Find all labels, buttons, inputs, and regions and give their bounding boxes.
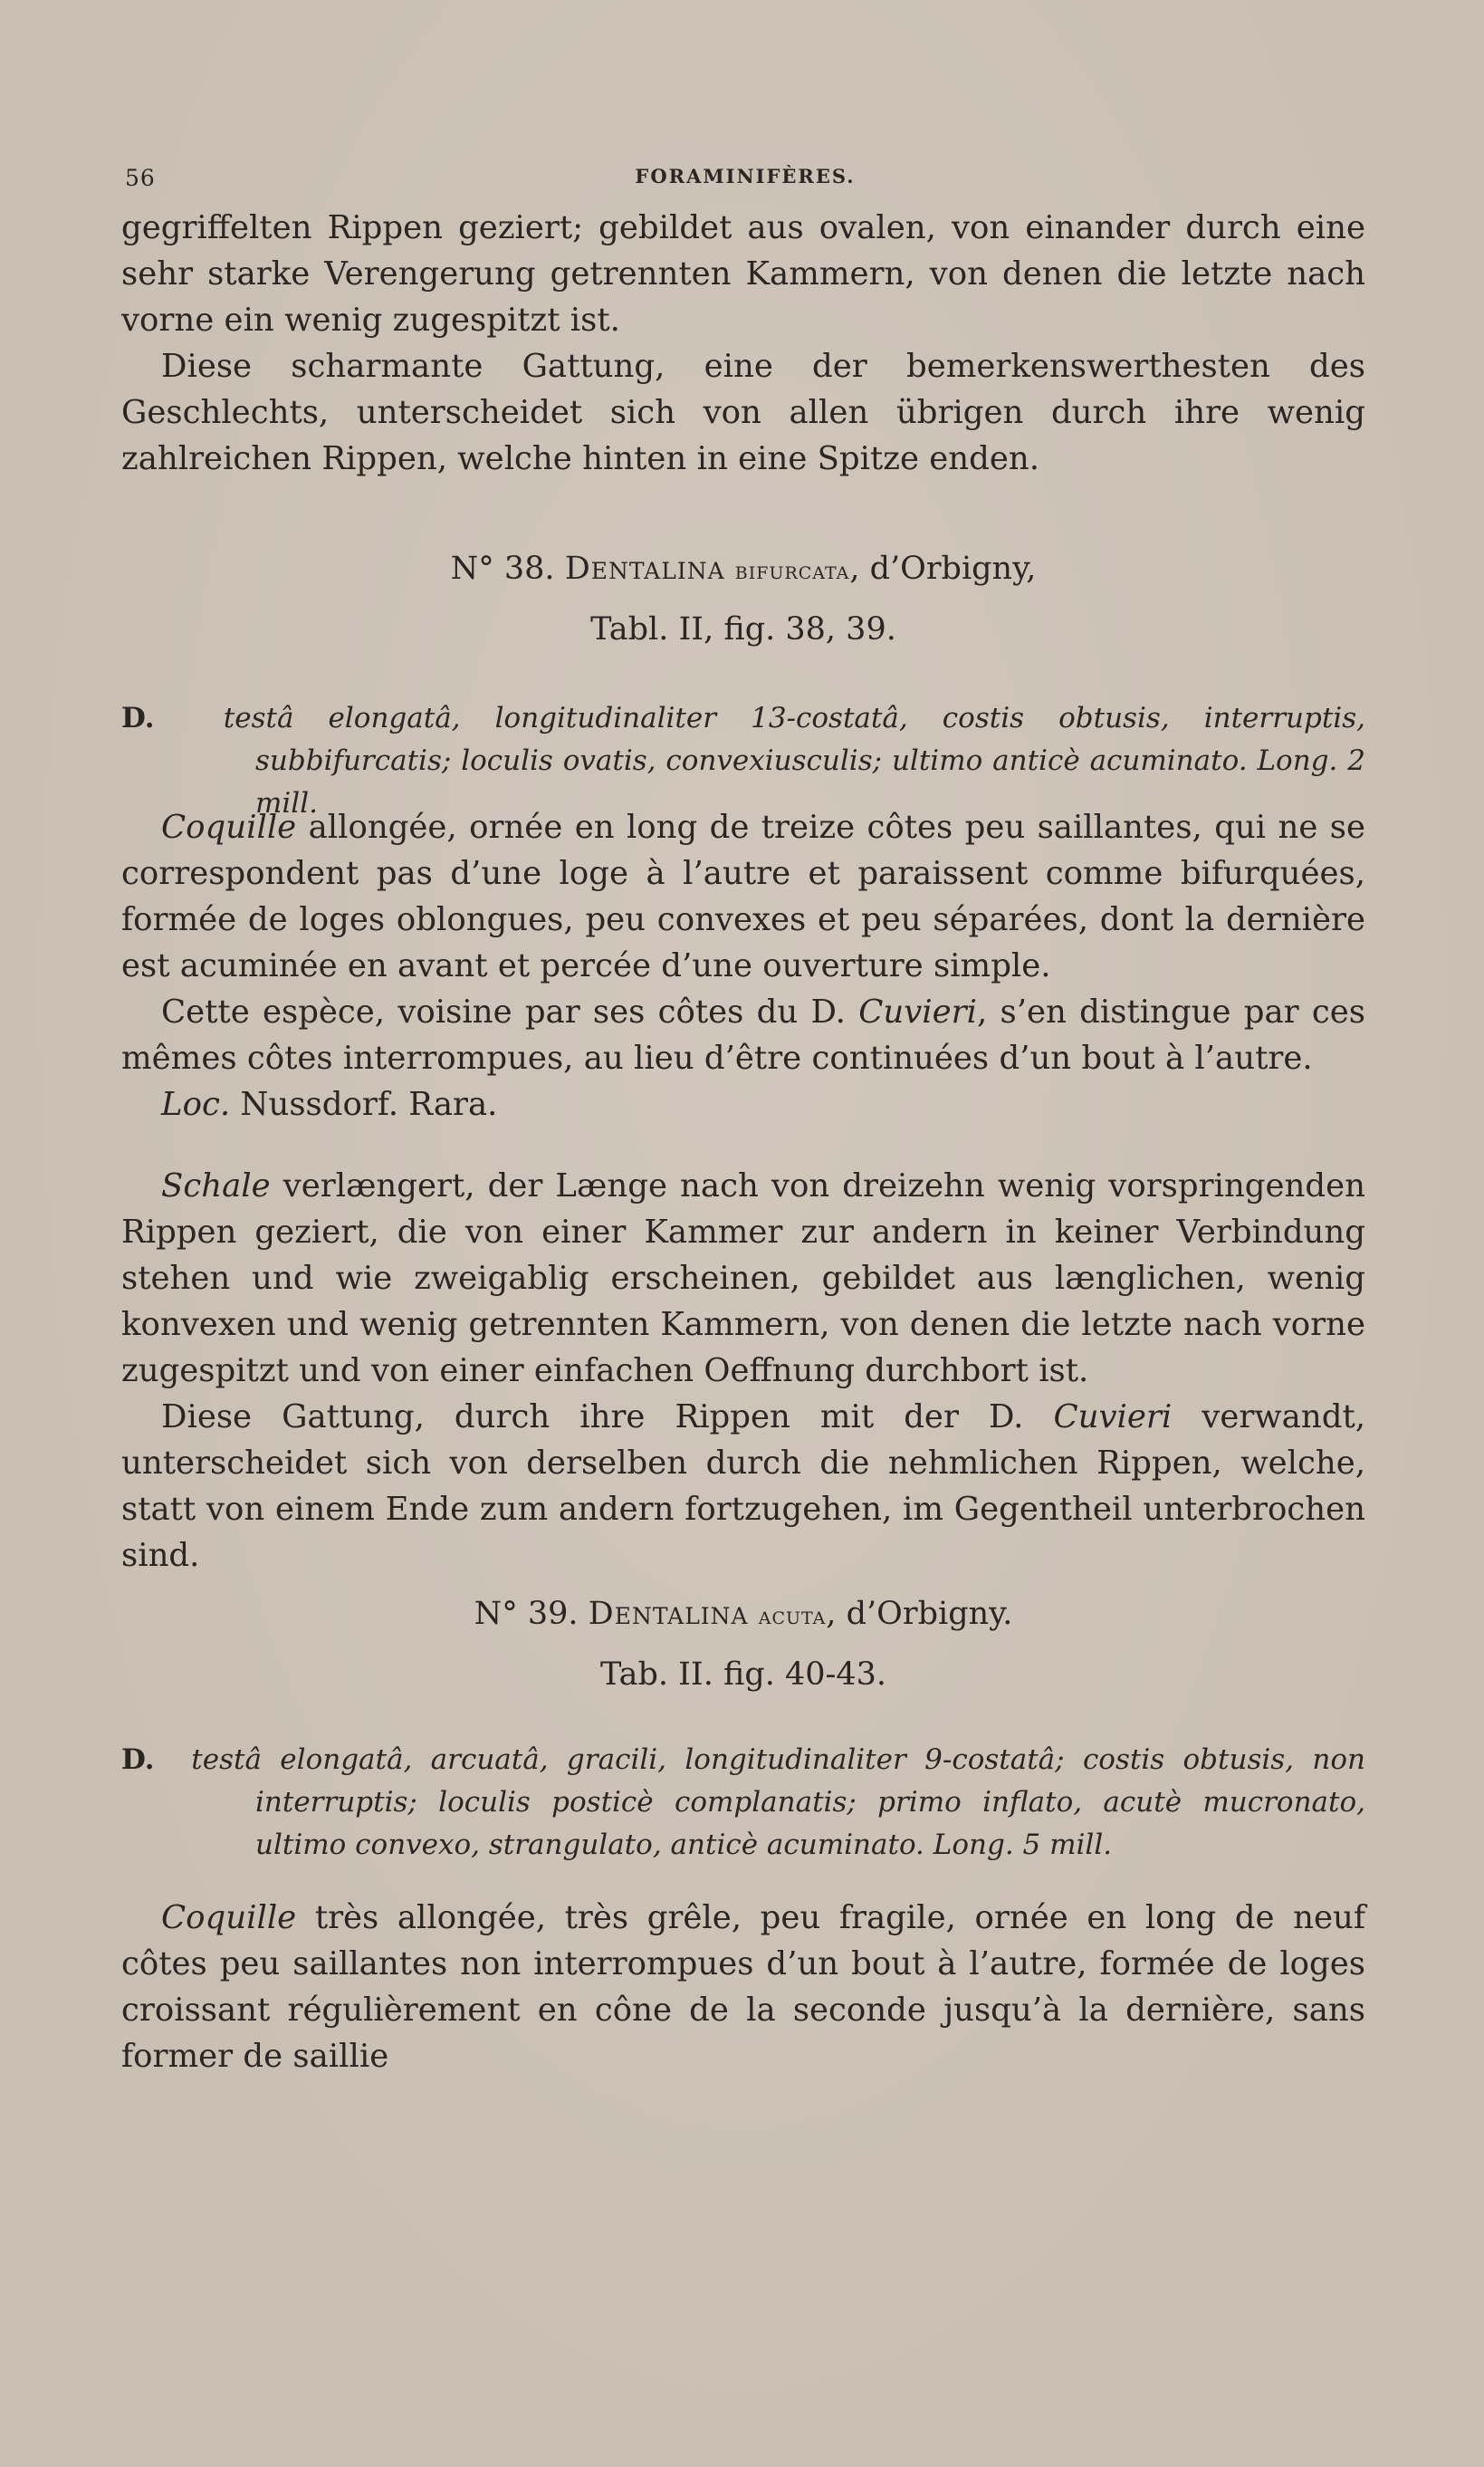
species-38-french xyxy=(121,804,1365,1128)
species-39-fr-lead: Coquille xyxy=(161,1899,297,1936)
species-38-fr-desc: allongée, ornée en long de treize côtes peu saillantes, qui ne se correspondent pas d’une loge à l’autre et paraissent comme bifurquées, formée de loges oblongues, peu convexes et peu séparées, dont la dernière est acuminée en avant et percée d’une ouverture simple. xyxy=(121,809,1365,984)
page-number: 56 xyxy=(125,165,156,191)
species-38-de-desc: verlængert, der Længe nach von dreizehn wenig vorspringenden Rippen geziert, die von einer Kammer zur andern in keiner Verbindung stehen und wie zweigablig erscheinen, gebildet aus længlichen, wenig konvexen und wenig getrennten Kammern, von denen die letzte nach vorne zugespitzt und von einer einfachen Oeffnung durchbort ist. xyxy=(121,1167,1365,1389)
species-38-author: , d’Orbigny, xyxy=(849,551,1037,587)
species-38-de-comparison xyxy=(121,1394,1365,1579)
species-39-diag-text: testâ elongatâ, arcuatâ, gracili, longitudinaliter 9-costatâ; costis obtusis, non interruptis; loculis posticè complanatis; primo inflato, acutè mucronato, ultimo convexo, strangulato, anticè acuminato. Long. 5 mill. xyxy=(191,1743,1365,1861)
species-38-loc-label: Loc. xyxy=(161,1086,231,1123)
species-39-epithet: acuta xyxy=(758,1602,827,1630)
species-38-diag-text: testâ elongatâ, longitudinaliter 13-costatâ, costis obtusis, interruptis, subbifurcatis; loculis ovatis, convexiusculis; ultimo anticè acuminato. Long. 2 mill. xyxy=(223,702,1365,820)
intro-paragraph-2: Diese scharmante Gattung, eine der bemerkenswerthesten des Geschlechts, unterscheidet sich von allen übrigen durch ihre wenig zahlreichen Rippen, welche hinten in eine Spitze enden. xyxy=(121,348,1365,477)
species-38-fr-description xyxy=(121,804,1365,989)
intro-paragraph-1: gegriffelten Rippen geziert; gebildet aus ovalen, von einander durch eine sehr starke Verengerung getrennten Kammern, von denen die letzte nach vorne ein wenig zugespitzt ist. xyxy=(121,209,1365,339)
species-39-title xyxy=(121,1585,1365,1646)
species-38-locality xyxy=(121,1081,1365,1128)
running-title: FORAMINIFÈRES. xyxy=(635,165,856,187)
species-39-heading xyxy=(121,1585,1365,1704)
species-39-fr-desc: très allongée, très grêle, peu fragile, ornée en long de neuf côtes peu saillantes non interrompues d’un bout à l’autre, formée de loges croissant régulièrement en cône de la seconde jusqu’à la dernière, sans former de saillie xyxy=(121,1899,1365,2075)
species-38-de-lead: Schale xyxy=(161,1167,271,1205)
species-38-de-description xyxy=(121,1163,1365,1394)
species-39-genus: Dentalina xyxy=(588,1596,749,1632)
species-38-fr-comp-a: Cette espèce, voisine par ses côtes du D. xyxy=(161,994,859,1031)
species-38-loc-text: Nussdorf. Rara. xyxy=(230,1086,498,1123)
species-39-diag-lead: D. xyxy=(121,1743,155,1776)
species-38-fr-lead: Coquille xyxy=(161,809,297,846)
species-38-de-comp-a: Diese Gattung, durch ihre Rippen mit der D. xyxy=(161,1398,1054,1435)
species-38-german xyxy=(121,1163,1365,1579)
running-head xyxy=(125,165,1365,201)
species-38-de-comp-em: Cuvieri xyxy=(1053,1398,1173,1435)
species-38-epithet: bifurcata xyxy=(734,557,850,585)
species-39-fr-description xyxy=(121,1895,1365,2079)
species-38-de-comp-b: verwandt, unterscheidet sich von derselben durch die nehmlichen Rippen, welche, statt von einem Ende zum andern fortzugehen, im Gegentheil unterbrochen sind. xyxy=(121,1398,1365,1574)
species-39-diagnosis xyxy=(121,1739,1365,1867)
species-38-title xyxy=(121,540,1365,600)
species-39-number: N° 39. xyxy=(474,1596,579,1632)
species-38-fr-comparison xyxy=(121,989,1365,1081)
species-38-genus: Dentalina xyxy=(564,551,725,587)
species-38-plate: Tabl. II, fig. 38, 39. xyxy=(590,611,896,648)
species-38-fr-comp-em: Cuvieri xyxy=(858,994,977,1031)
species-39-french xyxy=(121,1895,1365,2079)
species-39-diagnosis-block xyxy=(121,1739,1365,1867)
species-39-author: , d’Orbigny. xyxy=(826,1596,1013,1632)
species-39-plate: Tab. II. fig. 40-43. xyxy=(599,1656,887,1693)
species-38-number: N° 38. xyxy=(450,551,555,587)
species-38-diag-lead: D. xyxy=(121,702,155,734)
species-38-heading xyxy=(121,540,1365,658)
intro-section xyxy=(121,205,1365,482)
species-38-fr-comp-b: , s’en distingue par ces mêmes côtes interrompues, au lieu d’être continuées d’un bout à l’autre. xyxy=(121,994,1365,1077)
